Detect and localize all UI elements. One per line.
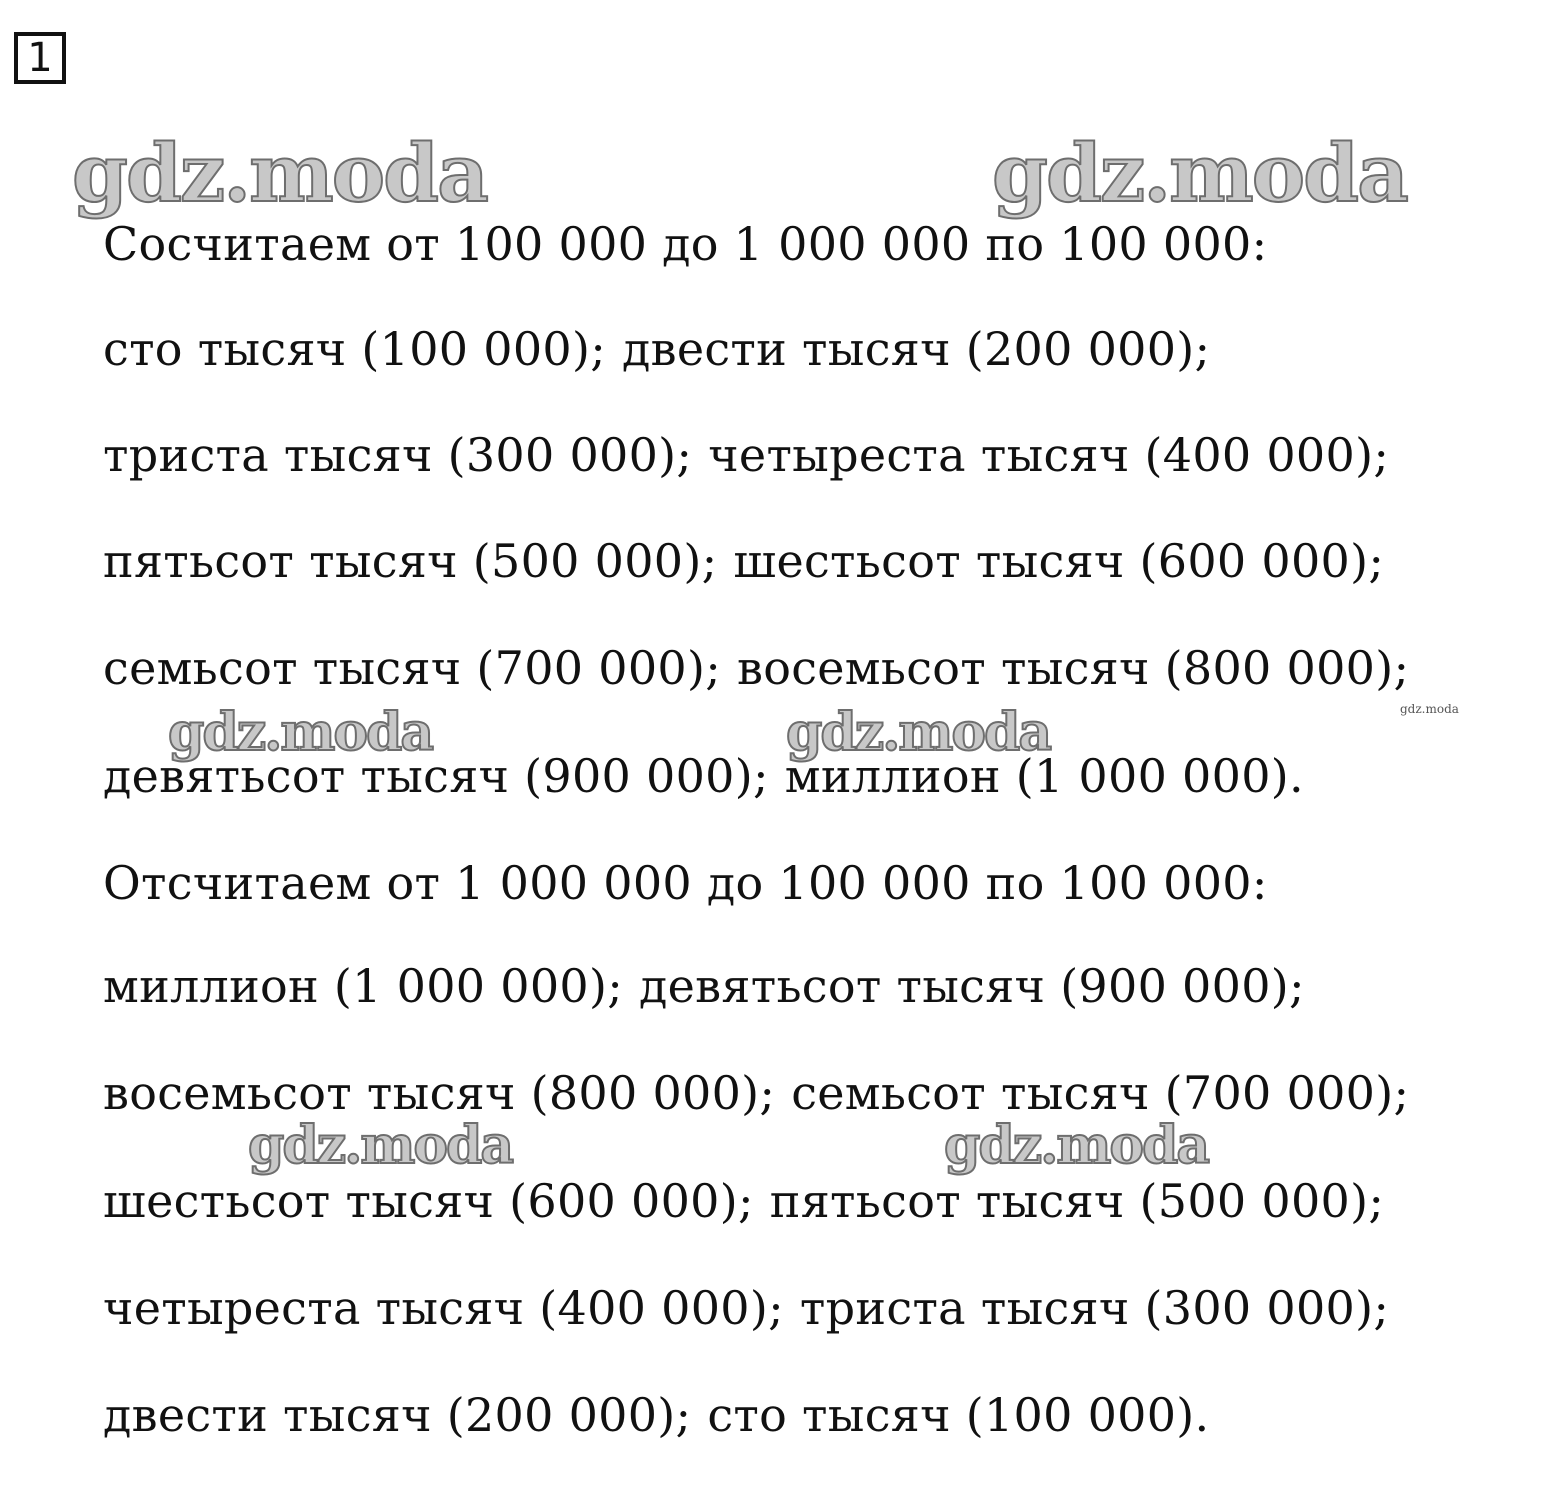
text-line: [103, 956, 1305, 1016]
line-text: миллион (1 000 000).: [784, 749, 1304, 803]
line-text: семьсот тысяч (700 000);: [791, 1066, 1410, 1120]
text-line: [103, 425, 1389, 485]
line-text: пятьсот тысяч (500 000);: [769, 1174, 1385, 1228]
watermark: gdz.moda: [248, 1115, 513, 1176]
task-number: 1: [14, 32, 66, 84]
line-text: шестьсот тысяч (600 000);: [103, 1174, 754, 1228]
watermark: gdz.moda: [168, 702, 433, 763]
line-text: сто тысяч (100 000);: [103, 322, 607, 376]
line-text: пятьсот тысяч (500 000);: [103, 534, 718, 588]
line-text: шестьсот тысяч (600 000);: [733, 534, 1385, 588]
line-text: триста тысяч (300 000);: [103, 428, 693, 482]
text-line: [103, 214, 1267, 274]
line-text: Сосчитаем от 100 000 до 1 000 000 по 100 000:: [103, 217, 1268, 271]
line-text: семьсот тысяч (700 000);: [103, 641, 722, 695]
line-text: девятьсот тысяч (900 000);: [103, 749, 769, 803]
line-text: двести тысяч (200 000);: [103, 1388, 692, 1442]
line-text: триста тысяч (300 000);: [799, 1281, 1390, 1335]
line-text: Отсчитаем от 1 000 000 до 100 000 по 100 000:: [103, 856, 1268, 910]
text-line: [103, 1385, 1209, 1445]
text-line: [103, 319, 1210, 379]
text-line: [103, 638, 1409, 698]
watermark: gdz.moda: [944, 1115, 1209, 1176]
line-text: четыреста тысяч (400 000);: [708, 428, 1390, 482]
text-line: [103, 1063, 1409, 1123]
line-text: восемьсот тысяч (800 000);: [737, 641, 1410, 695]
watermark: gdz.moda: [72, 126, 487, 220]
text-line: [103, 531, 1384, 591]
line-text: девятьсот тысяч (900 000);: [639, 959, 1305, 1013]
line-text: восемьсот тысяч (800 000);: [103, 1066, 776, 1120]
text-line: [103, 853, 1268, 913]
line-text: двести тысяч (200 000);: [622, 322, 1211, 376]
watermark: gdz.moda: [1400, 702, 1459, 716]
watermark: gdz.moda: [786, 702, 1051, 763]
line-text: миллион (1 000 000);: [103, 959, 624, 1013]
watermark: gdz.moda: [992, 126, 1407, 220]
line-text: четыреста тысяч (400 000);: [103, 1281, 784, 1335]
text-line: [103, 1278, 1389, 1338]
text-line: [103, 1171, 1384, 1231]
line-text: сто тысяч (100 000).: [707, 1388, 1210, 1442]
